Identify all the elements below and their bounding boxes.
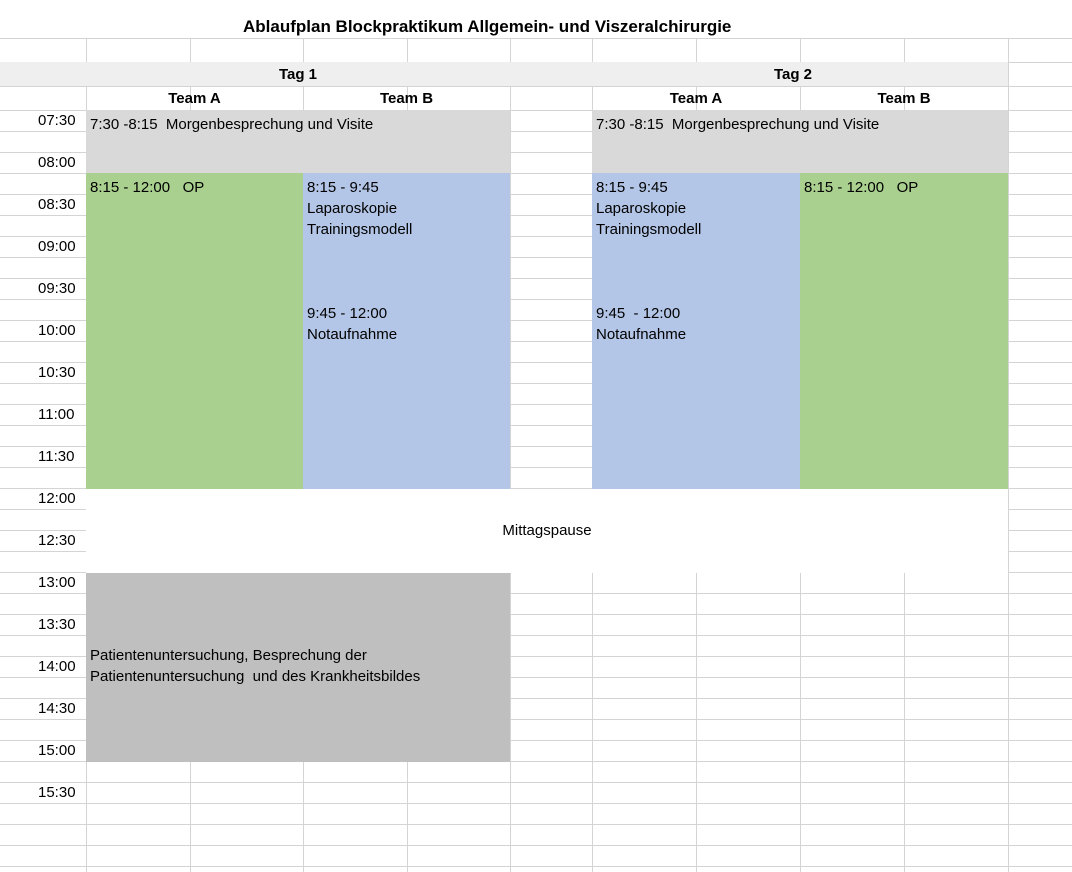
time-label: 13:00 — [38, 574, 76, 591]
time-label: 14:30 — [38, 700, 76, 717]
day-2-team-b-op-block[interactable]: 8:15 - 12:00 OP — [800, 173, 1008, 489]
lunch-block[interactable] — [86, 489, 1008, 573]
day-2-morning-block[interactable]: 7:30 -8:15 Morgenbesprechung und Visite — [592, 110, 1008, 173]
day-2-team-a-header: Team A — [669, 90, 723, 107]
day-2-team-a-laparoscopy: 8:15 - 9:45 Laparoskopie Trainingsmodell — [596, 179, 702, 238]
time-label: 11:00 — [38, 406, 75, 423]
time-label: 10:00 — [38, 322, 76, 339]
time-label: 08:00 — [38, 154, 76, 171]
day-1-team-a-header: Team A — [168, 90, 221, 107]
time-label: 14:00 — [38, 658, 76, 675]
time-label: 12:30 — [38, 532, 76, 549]
day-1-team-b-laparoscopy: 8:15 - 9:45 Laparoskopie Trainingsmodell — [307, 179, 413, 238]
time-label: 07:30 — [38, 112, 76, 129]
day-1-afternoon-block[interactable] — [86, 573, 510, 762]
time-label: 08:30 — [38, 196, 76, 213]
time-label: 15:00 — [38, 742, 76, 759]
day-2-team-b-header: Team B — [877, 90, 931, 107]
time-label: 13:30 — [38, 616, 76, 633]
time-label: 09:30 — [38, 280, 76, 297]
page-title: Ablaufplan Blockpraktikum Allgemein- und Viszeralchirurgie — [243, 17, 732, 36]
day-1-afternoon-text: Patientenuntersuchung, Besprechung der Patientenuntersuchung und des Krankheitsbildes — [90, 647, 421, 685]
day-1-team-b-block[interactable] — [303, 173, 510, 489]
day-2-header: Tag 2 — [773, 66, 813, 83]
day-1-team-b-emergency: 9:45 - 12:00 Notaufnahme — [307, 305, 398, 343]
time-label: 11:30 — [38, 448, 75, 465]
day-1-team-b-header: Team B — [379, 90, 434, 107]
day-1-header: Tag 1 — [278, 66, 318, 83]
time-label: 10:30 — [38, 364, 76, 381]
lunch-label: Mittagspause — [502, 522, 592, 539]
day-2-team-a-block[interactable] — [592, 173, 800, 489]
day-1-morning-block[interactable]: 7:30 -8:15 Morgenbesprechung und Visite — [86, 110, 510, 173]
day-1-team-a-op-block[interactable]: 8:15 - 12:00 OP — [86, 173, 303, 489]
time-label: 12:00 — [38, 490, 76, 507]
day-2-team-a-emergency: 9:45 - 12:00 Notaufnahme — [596, 305, 687, 343]
time-label: 15:30 — [38, 784, 76, 801]
time-label: 09:00 — [38, 238, 76, 255]
